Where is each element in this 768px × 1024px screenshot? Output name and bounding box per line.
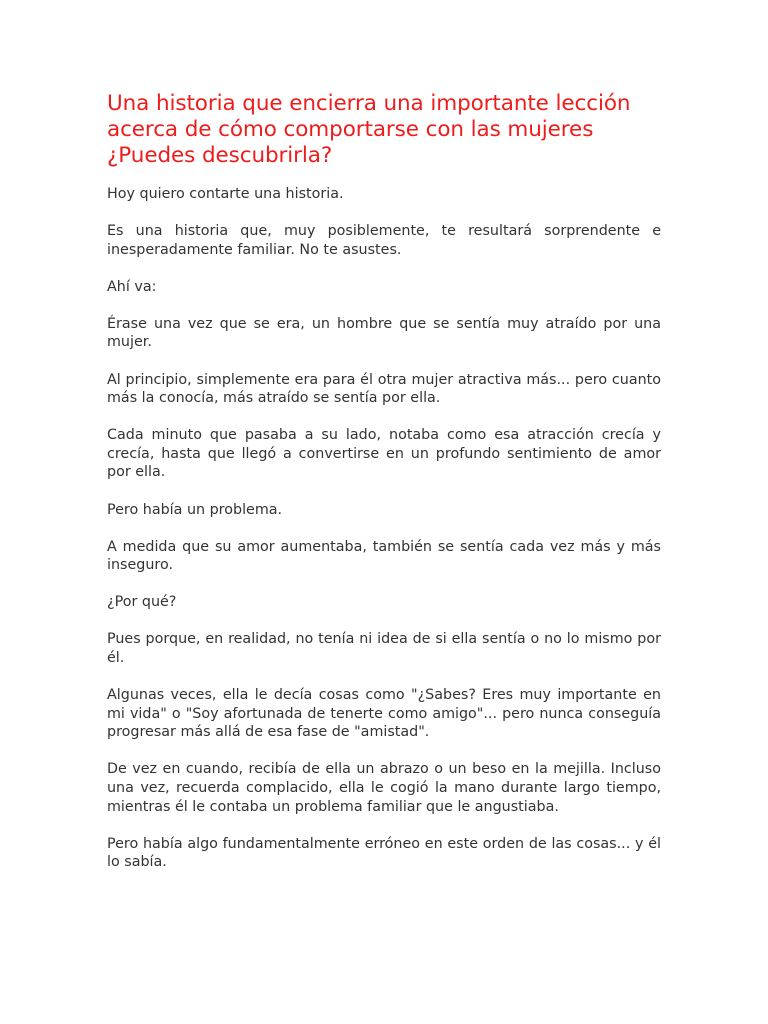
paragraph: A medida que su amor aumentaba, también se sentía cada vez más y más inseguro.	[107, 538, 661, 574]
paragraph: ¿Por qué?	[107, 594, 177, 611]
title-line: acerca de cómo comportarse con las mujeres	[107, 117, 594, 142]
paragraph: Es una historia que, muy posiblemente, te resultará sorprendente e inesperadamente familiar. No te asustes.	[107, 223, 661, 258]
document-title	[107, 91, 661, 169]
paragraph: Pues porque, en realidad, no tenía ni idea de si ella sentía o no lo mismo por él.	[107, 631, 661, 666]
title-line: ¿Puedes descubrirla?	[107, 143, 333, 168]
paragraph: Pero había un problema.	[107, 501, 283, 518]
paragraph: Érase una vez que se era, un hombre que se sentía muy atraído por una mujer.	[107, 315, 661, 351]
title-line: Una historia que encierra una importante lección	[107, 91, 631, 116]
paragraph: Cada minuto que pasaba a su lado, notaba como esa atracción crecía y crecía, hasta que llegó a convertirse en un profundo sentimiento de amor por ella.	[107, 427, 661, 481]
paragraph: De vez en cuando, recibía de ella un abrazo o un beso en la mejilla. Incluso una vez, recuerda complacido, ella le cogió la mano durante largo tiempo, mientras él le contaba un problema familiar que le angustiaba.	[107, 761, 661, 815]
document-body	[107, 185, 661, 872]
paragraph: Hoy quiero contarte una historia.	[107, 186, 344, 202]
document-page	[107, 91, 661, 890]
paragraph: Algunas veces, ella le decía cosas como "¿Sabes? Eres muy importante en mi vida" o "Soy afortunada de tenerte como amigo"... pero nunca conseguía progresar más allá de esa fase de "amistad".	[107, 687, 661, 741]
paragraph: Pero había algo fundamentalmente erróneo en este orden de las cosas... y él lo sabía.	[107, 835, 661, 871]
paragraph: Ahí va:	[107, 278, 157, 295]
paragraph: Al principio, simplemente era para él otra mujer atractiva más... pero cuanto más la conocía, más atraído se sentía por ella.	[107, 371, 661, 407]
